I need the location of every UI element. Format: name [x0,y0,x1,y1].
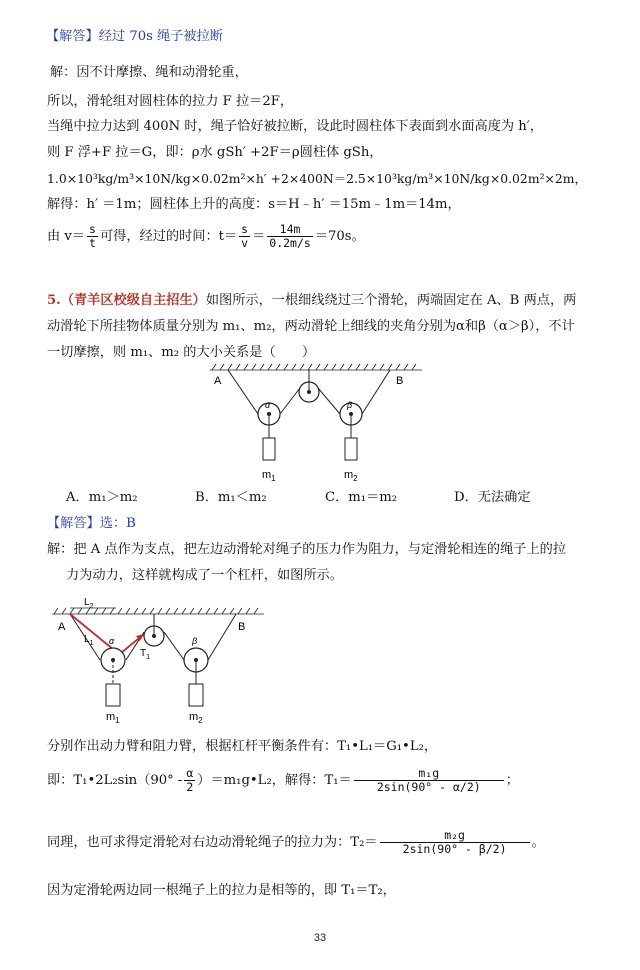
answer2-line5-post: 。 [531,835,545,850]
answer2-heading [47,515,136,533]
answer1-line2: 所以，滑轮组对圆柱体的拉力 F 拉＝2F， [47,94,294,109]
angle-alpha-label: α [265,400,271,410]
question5-number: 5.（青羊区校级自主招生） [47,293,206,308]
lever-diagram [44,594,270,724]
answer2-line2: 力为动力，这样就构成了一个杠杆，如图所示。 [66,568,343,583]
point-b-label: B [396,375,404,387]
mass-block-m1-2 [106,684,120,706]
ceiling-hatch-2 [52,608,264,614]
question5-line2: 动滑轮下所挂物体质量分别为 m₁、m₂，两动滑轮上细线的夹角分别为α和β（α＞β），不计 [47,319,575,334]
answer2-line5-pre: 同理，也可求得定滑轮对右边动滑轮绳子的拉力为：T₂＝ [47,835,378,850]
answer1-line7-post: ＝70s。 [314,229,365,244]
answer1-line4: 则 F 浮+F 拉＝G，即：ρ水 gSh′ +2F＝ρ圆柱体 gSh， [47,145,383,160]
answer2-line1: 解：把 A 点作为支点，把左边动滑轮对绳子的压力作为阻力，与定滑轮相连的绳子上的拉 [47,542,567,557]
answer1-line5: 1.0×10³kg/m³×10N/kg×0.02m²×h′ +2×400N＝2.5×10³kg/m³×10N/kg×0.02m²×2m， [47,171,587,186]
mass-m2-label-2: $m_2$ [189,711,203,724]
mass-m1-label: $m_1$ [262,469,276,483]
answer2-line4-post: ； [505,773,519,788]
answer2-line3: 分别作出动力臂和阻力臂，根据杠杆平衡条件有：T₁•L₁＝G₁•L₂， [47,739,438,754]
question5-line1 [47,292,576,310]
mass-block-m2-2 [189,684,203,706]
question5-line3: 一切摩擦，则 m₁、m₂ 的大小关系是（ ） [47,345,316,360]
answer1-title: 经过 70s 绳子被拉断 [98,29,223,44]
answer1-line3: 当绳中拉力达到 400N 时，绳子恰好被拉断，设此时圆柱体下表面到水面高度为 h′， [47,119,543,134]
question5-text1: 如图所示，一根细线绕过三个滑轮，两端固定在 A、B 两点，两 [205,293,577,308]
ceiling-hatch [210,364,422,370]
option-d: D．无法确定 [454,490,531,505]
answer1-line6: 解得：h′ ＝1m；圆柱体上升的高度：s＝H﹣h′ ＝15m﹣1m＝14m， [47,197,461,212]
fraction-t2-solution: $\frac{\text{m₂g}}{2\sin(90^\circ - \beta/2)}$ [380,829,530,856]
point-b-label-2: B [238,621,246,633]
answer1-line7 [47,222,365,252]
pulley-diagram-1 [190,362,435,487]
angle-beta-label: β [347,400,353,410]
fraction-14m-over-speed: $\frac{14m}{0.2m/s}$ [269,222,311,250]
mass-m1-label-2: $m_1$ [106,711,120,724]
answer2-line4-mid: ）＝m₁g•L₂，解得：T₁＝ [197,773,352,788]
option-a: A．m₁＞m₂ [66,490,138,505]
answer2-title: 选：B [99,516,136,531]
force-t1-label: $T_1$ [140,648,151,661]
answer1-line7-mid: 可得，经过的时间：t＝ [99,229,238,244]
option-c: C．m₁＝m₂ [325,490,398,505]
answer1-line1: 解：因不计摩擦、绳和动滑轮重， [50,65,248,80]
mass-block-m2 [345,438,357,460]
fraction-s-over-t: $\frac{s}{t}$ [89,222,96,250]
point-a-label: A [214,375,222,387]
answer2-line5 [47,826,545,860]
answer2-line4 [47,764,519,798]
mass-m2-label: $m_2$ [344,469,358,483]
answer1-label: 【解答】 [46,29,99,44]
mass-block-m1 [263,438,275,460]
answer2-line4-pre: 即：T₁•2L₂sin（90° - [47,773,183,788]
fraction-t1-solution: $\frac{\text{m₁g}}{2\sin(90^\circ - \alpha/2)}$ [354,767,504,794]
arm-l2-label: $L_2$ [84,597,94,610]
answer1-heading [46,28,223,46]
angle-beta-label-2: β [192,636,198,646]
arm-l1-label: $L_1$ [84,634,94,647]
angle-alpha-label-2: α [109,636,115,646]
fraction-s-over-v: $\frac{s}{v}$ [241,222,249,250]
fraction-alpha-over-2: $\frac{\alpha}{2}$ [186,766,194,794]
answer2-label: 【解答】 [47,516,100,531]
option-b: B．m₁＜m₂ [195,490,267,505]
answer1-line7-eq: ＝ [252,229,266,244]
answer2-line6: 因为定滑轮两边同一根绳子上的拉力是相等的，即 T₁＝T₂， [47,883,396,898]
answer1-line7-pre: 由 v＝ [47,229,86,244]
page-number: 33 [313,932,327,944]
point-a-label-2: A [58,621,66,633]
